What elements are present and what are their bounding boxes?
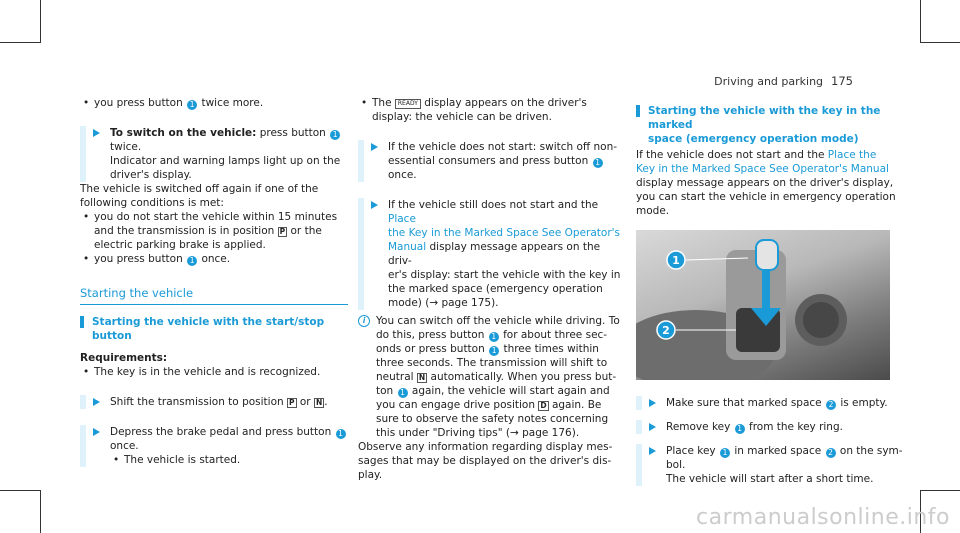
console-photo bbox=[636, 230, 890, 380]
column-3 bbox=[636, 96, 904, 486]
instruction-step: Depress the brake pedal and press button 1 once. • The vehicle is started. bbox=[80, 425, 348, 467]
number-badge: 1 bbox=[489, 332, 499, 342]
instruction-step: Place key 1 in marked space 2 on the sym- bol. The vehicle will start after a short time. bbox=[636, 444, 904, 486]
page-header bbox=[714, 74, 853, 89]
svg-text:1: 1 bbox=[672, 254, 680, 267]
arrow-icon bbox=[649, 447, 656, 455]
list-item: • you press button 1 twice more. bbox=[80, 96, 348, 110]
page-ref-link[interactable]: page 175 bbox=[441, 297, 492, 309]
number-badge: 1 bbox=[336, 429, 346, 439]
crop-mark bbox=[40, 0, 41, 43]
instruction-step: To switch on the vehicle: press button 1 twice. Indicator and warning lamps light up on the driver's display. bbox=[80, 126, 348, 182]
section-title: Driving and parking bbox=[714, 75, 824, 88]
list-item: • you do not start the vehicle within 15 minutes and the transmission is in position P or the electric parking brake is applied. bbox=[80, 210, 348, 252]
subsection-heading: Starting the vehicle with the key in the marked space (emergency operation mode) bbox=[636, 104, 904, 146]
number-badge: 1 bbox=[593, 158, 603, 168]
info-note: i You can switch off the vehicle while driving. To do this, press button 1 for about three sec- onds or press button 1 three times within three seconds. The transmission will shift to neutral N automatically. When you press but- ton 1 again, the vehicle will start again and you can engage drive position D again. Be sure to observe the safety notes concerning this under "Driving tips" (→ page 176). bbox=[358, 314, 626, 440]
paragraph: Observe any information regarding display mes- sages that may be displayed on the driver's dis- play. bbox=[358, 441, 613, 481]
number-badge: 1 bbox=[330, 130, 340, 140]
paragraph: If the vehicle does not start and the Place the Key in the Marked Space See Operator's Manual display message appears on the driver's display, you can start the vehicle in emergency operation mode. bbox=[636, 149, 896, 217]
page-ref-link[interactable]: page 176 bbox=[522, 427, 572, 439]
number-badge: 1 bbox=[735, 424, 745, 434]
crop-mark bbox=[921, 42, 960, 43]
arrow-icon bbox=[371, 143, 378, 151]
gear-p-symbol: P bbox=[289, 398, 295, 407]
arrow-icon bbox=[649, 423, 656, 431]
instruction-step: If the vehicle does not start: switch off non- essential consumers and press button 1 once. bbox=[358, 140, 626, 182]
list-item: • you press button 1 once. bbox=[80, 252, 348, 266]
crop-mark bbox=[0, 42, 40, 43]
instruction-step: If the vehicle still does not start and the Place the Key in the Marked Space See Operator's Manual display message appears on the driv- er's display: start the vehicle with the key in the marked space (emergency operation mode) (→ page 175). bbox=[358, 198, 626, 310]
instruction-step: Make sure that marked space 2 is empty. bbox=[636, 396, 904, 410]
column-2 bbox=[358, 96, 626, 482]
arrow-icon bbox=[93, 129, 100, 137]
number-badge: 1 bbox=[489, 346, 499, 356]
list-item: • The READY display appears on the driver's display: the vehicle can be driven. bbox=[358, 96, 626, 124]
number-badge: 1 bbox=[398, 388, 408, 398]
info-icon: i bbox=[358, 315, 370, 327]
number-badge: 1 bbox=[720, 448, 730, 458]
crop-mark bbox=[0, 490, 40, 491]
page-number: 175 bbox=[831, 74, 853, 88]
instruction-step: Remove key 1 from the key ring. bbox=[636, 420, 904, 434]
crop-mark bbox=[40, 490, 41, 533]
column-1 bbox=[80, 96, 348, 467]
arrow-icon bbox=[93, 398, 100, 406]
arrow-icon bbox=[371, 201, 378, 209]
list-item: • The key is in the vehicle and is recognized. bbox=[80, 365, 348, 379]
gear-p-symbol: P bbox=[279, 227, 286, 236]
paragraph: The vehicle is switched off again if one of the following conditions is met: bbox=[80, 183, 319, 209]
gear-n-symbol: N bbox=[418, 373, 426, 382]
svg-text:2: 2 bbox=[662, 324, 670, 337]
number-badge: 1 bbox=[187, 256, 197, 266]
section-heading: Starting the vehicle bbox=[80, 286, 348, 305]
number-badge: 2 bbox=[826, 448, 836, 458]
gear-d-symbol: D bbox=[540, 401, 547, 410]
requirements-label: Requirements: bbox=[80, 352, 168, 364]
number-badge: 1 bbox=[187, 100, 197, 110]
ready-symbol: READY bbox=[395, 99, 421, 109]
instruction-step: Shift the transmission to position P or N . bbox=[80, 395, 348, 409]
arrow-icon bbox=[93, 428, 100, 436]
crop-mark bbox=[921, 490, 960, 491]
console-illustration bbox=[636, 230, 890, 380]
subsection-heading: Starting the vehicle with the start/stop button bbox=[80, 315, 348, 343]
arrow-icon bbox=[649, 399, 656, 407]
number-badge: 2 bbox=[826, 400, 836, 410]
crop-mark bbox=[920, 0, 921, 43]
gear-n-symbol: N bbox=[315, 398, 323, 407]
watermark: carmanualsonline.info bbox=[696, 505, 950, 530]
